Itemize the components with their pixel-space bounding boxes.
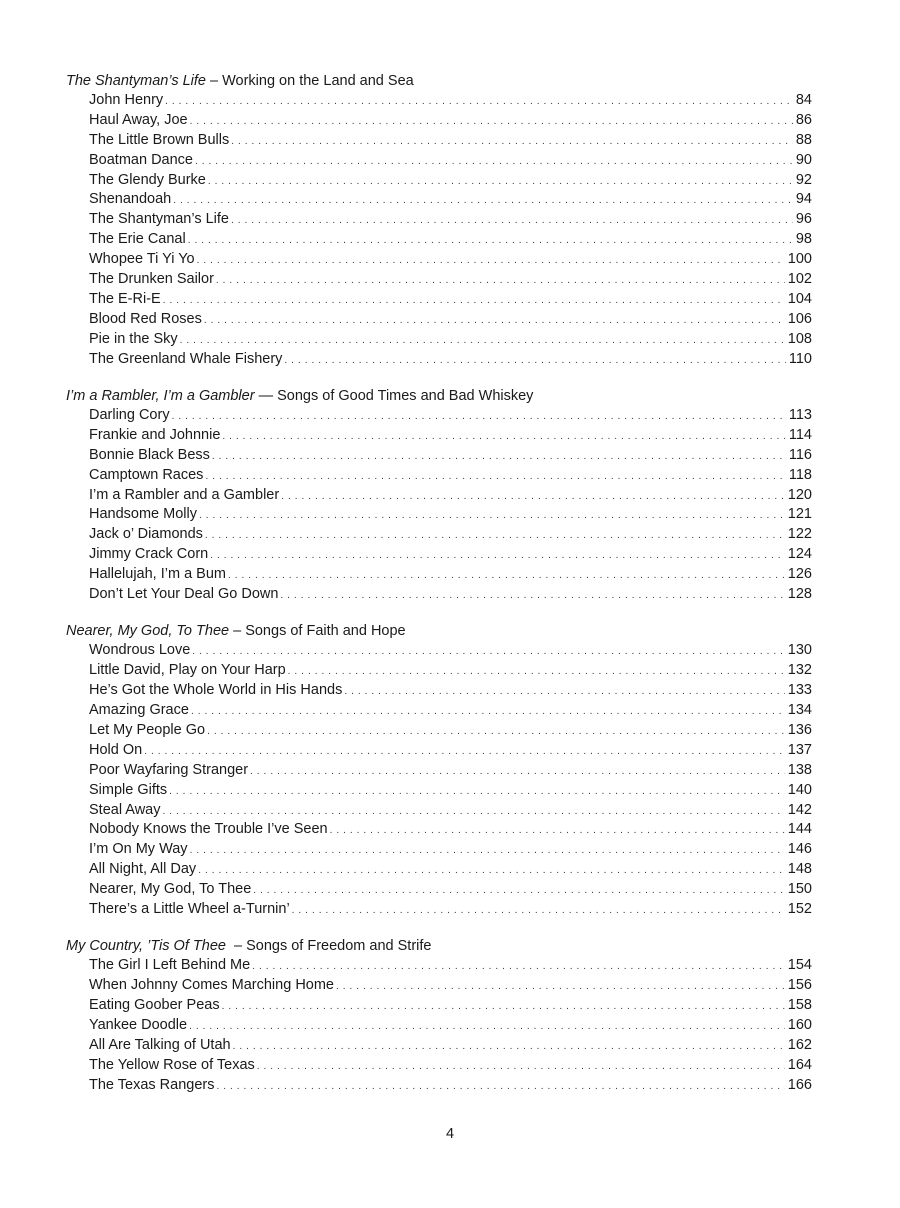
entry-page-number: 150 xyxy=(787,881,812,898)
toc-entry[interactable] xyxy=(66,466,812,486)
dot-leader xyxy=(199,506,785,526)
toc-entry[interactable] xyxy=(66,406,812,426)
dot-leader xyxy=(252,957,785,977)
dot-leader xyxy=(253,881,785,901)
toc-entry[interactable] xyxy=(66,111,812,131)
entry-page-number: 158 xyxy=(787,997,812,1014)
entry-page-number: 136 xyxy=(787,721,812,738)
entry-page-number: 118 xyxy=(788,466,812,483)
dot-leader xyxy=(336,977,785,997)
section-title: The Shantyman’s Life xyxy=(66,73,206,89)
entry-title: Little David, Play on Your Harp xyxy=(89,662,286,679)
dot-leader xyxy=(222,427,785,447)
entry-page-number: 133 xyxy=(787,682,812,699)
toc-entry[interactable] xyxy=(66,545,812,565)
entry-title: Wondrous Love xyxy=(89,642,191,659)
entry-page-number: 120 xyxy=(787,486,812,503)
toc-entry[interactable] xyxy=(66,290,812,310)
dot-leader xyxy=(212,447,786,467)
dot-leader xyxy=(216,271,785,291)
entry-title: Poor Wayfaring Stranger xyxy=(89,761,249,778)
dot-leader xyxy=(210,546,785,566)
entry-title: The Erie Canal xyxy=(89,231,186,248)
entry-title: Eating Goober Peas xyxy=(89,997,220,1014)
toc-entry[interactable] xyxy=(66,801,812,821)
entry-title: When Johnny Comes Marching Home xyxy=(89,977,334,994)
dot-leader xyxy=(190,112,793,132)
section-title: I’m a Rambler, I’m a Gambler xyxy=(66,387,255,404)
section-heading xyxy=(66,936,812,956)
entry-title: He’s Got the Whole World in His Hands xyxy=(89,682,343,699)
entry-page-number: 134 xyxy=(787,702,812,719)
dot-leader xyxy=(228,566,785,586)
entry-title: Hold On xyxy=(89,741,143,758)
toc-entry[interactable] xyxy=(66,880,812,900)
dot-leader xyxy=(204,311,785,331)
dot-leader xyxy=(163,291,785,311)
entry-title: I’m On My Way xyxy=(89,841,188,858)
entry-page-number: 98 xyxy=(795,231,812,248)
toc-entry[interactable] xyxy=(66,820,812,840)
entry-page-number: 94 xyxy=(795,191,812,208)
dot-leader xyxy=(197,251,785,271)
toc-entry[interactable] xyxy=(66,781,812,801)
entry-page-number: 90 xyxy=(795,151,812,168)
entry-page-number: 114 xyxy=(788,426,812,443)
dot-leader xyxy=(208,172,793,192)
section-heading xyxy=(66,386,812,406)
entry-page-number: 116 xyxy=(788,446,812,463)
toc-entry[interactable] xyxy=(66,585,812,605)
toc-entry[interactable] xyxy=(66,91,812,111)
toc-entry[interactable] xyxy=(66,131,812,151)
toc-entry[interactable] xyxy=(66,1076,812,1096)
entry-page-number: 140 xyxy=(787,781,812,798)
section-title: My Country, ’Tis Of Thee xyxy=(66,938,226,955)
dot-leader xyxy=(191,702,785,722)
dot-leader xyxy=(195,152,793,172)
entry-title: Shenandoah xyxy=(89,191,172,208)
dot-leader xyxy=(180,331,785,351)
entry-title: Nearer, My God, To Thee xyxy=(89,881,252,898)
dot-leader xyxy=(231,132,793,152)
section-subtitle: — Songs of Good Times and Bad Whiskey xyxy=(254,387,534,404)
toc-entry[interactable] xyxy=(66,565,812,585)
entry-page-number: 121 xyxy=(787,506,812,523)
entry-title: Steal Away xyxy=(89,801,161,818)
section-title: Nearer, My God, To Thee xyxy=(66,623,230,640)
entry-page-number: 132 xyxy=(787,662,812,679)
toc-entry[interactable] xyxy=(66,171,812,191)
entry-page-number: 122 xyxy=(787,526,812,543)
toc-entry[interactable] xyxy=(66,486,812,506)
toc-entry[interactable] xyxy=(66,661,812,681)
page-number: 4 xyxy=(445,1126,455,1142)
dot-leader xyxy=(162,802,784,822)
entry-page-number: 162 xyxy=(787,1036,812,1053)
entry-title: Simple Gifts xyxy=(89,781,168,798)
entry-title: The Greenland Whale Fishery xyxy=(89,350,283,367)
entry-title: Jimmy Crack Corn xyxy=(89,546,209,563)
entry-page-number: 148 xyxy=(787,861,812,878)
toc-entry[interactable] xyxy=(66,900,812,920)
toc-entry[interactable] xyxy=(66,761,812,781)
entry-page-number: 152 xyxy=(787,900,812,917)
toc-entry[interactable] xyxy=(66,310,812,330)
dot-leader xyxy=(207,722,785,742)
section-heading xyxy=(66,621,812,641)
toc-entry[interactable] xyxy=(66,250,812,270)
entry-page-number: 144 xyxy=(787,821,812,838)
toc-entry[interactable] xyxy=(66,350,812,370)
toc-entry[interactable] xyxy=(66,860,812,880)
toc-section xyxy=(66,936,812,1095)
entry-page-number: 154 xyxy=(787,957,812,974)
entry-page-number: 142 xyxy=(787,801,812,818)
entry-page-number: 126 xyxy=(787,566,812,583)
entry-page-number: 164 xyxy=(787,1056,812,1073)
entry-title: All Night, All Day xyxy=(89,861,197,878)
entry-page-number: 124 xyxy=(787,546,812,563)
dot-leader xyxy=(192,642,785,662)
toc-entry[interactable] xyxy=(66,426,812,446)
entry-page-number: 108 xyxy=(787,330,812,347)
toc-section xyxy=(66,71,812,369)
dot-leader xyxy=(173,191,793,211)
section-heading xyxy=(66,71,812,91)
entry-page-number: 86 xyxy=(795,111,812,128)
toc-section xyxy=(66,386,812,605)
entry-title: All Are Talking of Utah xyxy=(89,1036,231,1053)
entry-title: Handsome Molly xyxy=(89,506,197,523)
entry-title: Blood Red Roses xyxy=(89,310,202,327)
entry-title: Boatman Dance xyxy=(89,151,193,168)
entry-title: The E-Ri-E xyxy=(89,290,161,307)
dot-leader xyxy=(216,1077,784,1097)
entry-title: Frankie and Johnnie xyxy=(89,426,221,443)
toc-entry[interactable] xyxy=(66,330,812,350)
entry-page-number: 100 xyxy=(787,251,812,268)
entry-title: Hallelujah, I’m a Bum xyxy=(89,566,226,583)
entry-title: The Little Brown Bulls xyxy=(89,131,230,148)
entry-title: The Shantyman’s Life xyxy=(89,211,229,228)
toc-entry[interactable] xyxy=(66,721,812,741)
entry-title: Jack o’ Diamonds xyxy=(89,526,203,543)
toc-entry[interactable] xyxy=(66,190,812,210)
entry-page-number: 113 xyxy=(788,406,812,423)
entry-page-number: 88 xyxy=(795,131,812,148)
entry-page-number: 156 xyxy=(787,977,812,994)
entry-page-number: 110 xyxy=(788,350,812,367)
toc-section xyxy=(66,621,812,919)
toc-entry[interactable] xyxy=(66,151,812,171)
section-subtitle: – Songs of Freedom and Strife xyxy=(225,938,432,955)
entry-title: Let My People Go xyxy=(89,721,206,738)
dot-leader xyxy=(169,782,785,802)
entry-title: The Girl I Left Behind Me xyxy=(89,957,251,974)
toc-entry[interactable] xyxy=(66,1016,812,1036)
entry-title: Don’t Let Your Deal Go Down xyxy=(89,585,279,602)
toc-entry[interactable] xyxy=(66,996,812,1016)
dot-leader xyxy=(344,682,784,702)
dot-leader xyxy=(330,821,785,841)
entry-title: The Yellow Rose of Texas xyxy=(89,1056,255,1073)
entry-title: The Texas Rangers xyxy=(89,1076,215,1093)
dot-leader xyxy=(250,762,785,782)
dot-leader xyxy=(292,901,785,921)
entry-page-number: 104 xyxy=(787,290,812,307)
dot-leader xyxy=(231,211,793,231)
toc-entry[interactable] xyxy=(66,701,812,721)
table-of-contents xyxy=(66,71,812,1112)
entry-page-number: 106 xyxy=(787,310,812,327)
dot-leader xyxy=(281,487,785,507)
toc-entry[interactable] xyxy=(66,741,812,761)
dot-leader xyxy=(190,841,785,861)
toc-entry[interactable] xyxy=(66,446,812,466)
entry-title: There’s a Little Wheel a-Turnin’ xyxy=(89,900,290,917)
toc-entry[interactable] xyxy=(66,681,812,701)
entry-title: The Glendy Burke xyxy=(89,171,206,188)
entry-page-number: 160 xyxy=(787,1017,812,1034)
entry-title: Whopee Ti Yi Yo xyxy=(89,251,195,268)
entry-page-number: 96 xyxy=(795,211,812,228)
entry-page-number: 92 xyxy=(795,171,812,188)
dot-leader xyxy=(172,407,786,427)
entry-page-number: 146 xyxy=(787,841,812,858)
entry-title: Nobody Knows the Trouble I’ve Seen xyxy=(89,821,328,838)
dot-leader xyxy=(288,662,785,682)
dot-leader xyxy=(257,1057,785,1077)
entry-page-number: 128 xyxy=(787,585,812,602)
entry-page-number: 137 xyxy=(787,741,812,758)
entry-title: Darling Cory xyxy=(89,406,170,423)
entry-page-number: 84 xyxy=(795,92,812,108)
section-subtitle: – Songs of Faith and Hope xyxy=(229,623,406,640)
toc-entry[interactable] xyxy=(66,230,812,250)
toc-entry[interactable] xyxy=(66,525,812,545)
toc-entry[interactable] xyxy=(66,505,812,525)
toc-entry[interactable] xyxy=(66,1056,812,1076)
dot-leader xyxy=(205,526,785,546)
entry-page-number: 102 xyxy=(787,271,812,288)
toc-entry[interactable] xyxy=(66,956,812,976)
toc-entry[interactable] xyxy=(66,1036,812,1056)
dot-leader xyxy=(284,351,785,371)
dot-leader xyxy=(280,586,784,606)
entry-title: Pie in the Sky xyxy=(89,330,178,347)
toc-entry[interactable] xyxy=(66,210,812,230)
entry-title: Bonnie Black Bess xyxy=(89,446,210,463)
dot-leader xyxy=(188,231,793,251)
entry-page-number: 130 xyxy=(787,642,812,659)
entry-title: Haul Away, Joe xyxy=(89,111,188,128)
entry-title: Amazing Grace xyxy=(89,702,189,719)
entry-title: Yankee Doodle xyxy=(89,1017,188,1034)
dot-leader xyxy=(165,92,793,112)
toc-entry[interactable] xyxy=(66,270,812,290)
toc-entry[interactable] xyxy=(66,641,812,661)
entry-page-number: 138 xyxy=(787,761,812,778)
dot-leader xyxy=(222,997,785,1017)
dot-leader xyxy=(144,742,785,762)
toc-entry[interactable] xyxy=(66,976,812,996)
section-subtitle: – Working on the Land and Sea xyxy=(205,73,414,89)
dot-leader xyxy=(189,1017,785,1037)
entry-title: I’m a Rambler and a Gambler xyxy=(89,486,280,503)
entry-page-number: 166 xyxy=(787,1076,812,1093)
dot-leader xyxy=(233,1037,785,1057)
entry-title: Camptown Races xyxy=(89,466,204,483)
dot-leader xyxy=(198,861,785,881)
dot-leader xyxy=(205,467,785,487)
entry-title: John Henry xyxy=(89,92,164,108)
toc-entry[interactable] xyxy=(66,840,812,860)
entry-title: The Drunken Sailor xyxy=(89,271,214,288)
